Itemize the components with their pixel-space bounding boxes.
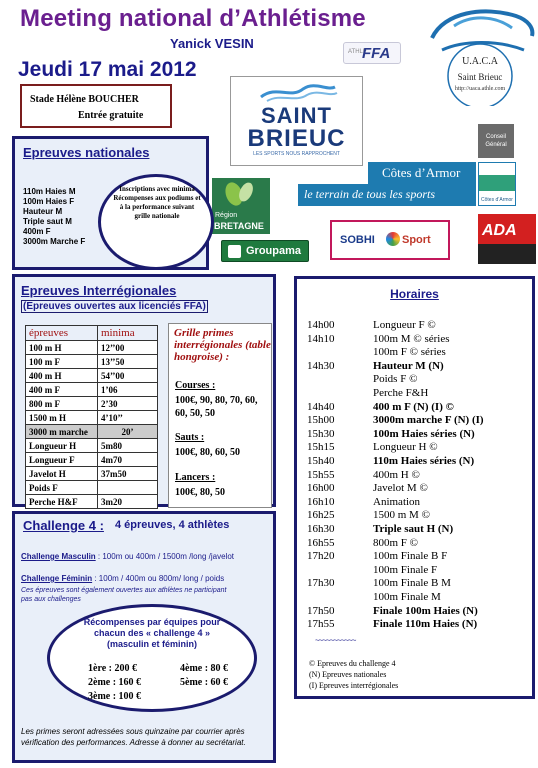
schedule-event: Finale 100m Haies (N) <box>373 604 478 617</box>
table-row: 1500 m H 4’10’’ <box>26 411 158 425</box>
schedule-event: 3000m marche F (N) (I) <box>373 414 484 427</box>
ada-car-icon <box>478 244 536 264</box>
saint-brieuc-tagline: LES SPORTS NOUS RAPPROCHENT <box>253 151 340 157</box>
cotes-darmor-emblem-text: Côtes d’Armor <box>481 197 513 203</box>
challenge-title: Challenge 4 : <box>23 518 104 533</box>
ffa-logo <box>343 42 401 64</box>
table-row: Longueur H 5m80 <box>26 439 158 453</box>
uaca-url: http://uaca.athle.com <box>454 86 506 92</box>
ada-logo <box>478 214 536 264</box>
page-title: Meeting national d’Athlétisme <box>20 5 366 32</box>
groupama-label: Groupama <box>246 245 302 257</box>
schedule-time: 15h00 <box>307 414 335 427</box>
nationales-title: Epreuves nationales <box>23 145 150 160</box>
region-label: Région <box>215 212 238 219</box>
sport-label: Sport <box>402 234 431 246</box>
venue-entry: Entrée gratuite <box>78 110 144 121</box>
ffa-logo-small-text: ATHLE <box>348 49 367 55</box>
bretagne-label: BRETAGNE <box>214 221 264 231</box>
reward-4: 4ème : 80 € <box>180 663 229 674</box>
schedule-event: 100m F © séries <box>373 346 446 359</box>
bretagne-leaf-icon <box>212 178 270 212</box>
table-row: Javelot H 37m50 <box>26 467 158 481</box>
reward-1: 1ère : 200 € <box>88 663 137 674</box>
schedule-time: 16h30 <box>307 523 335 535</box>
table-row: Perche H&F 3m20 <box>26 495 158 509</box>
waves-icon <box>231 79 362 105</box>
schedule-time: 14h30 <box>307 359 335 372</box>
interregionales-title: Epreuves Interrégionales <box>21 283 177 298</box>
schedule-time: 16h55 <box>307 536 335 549</box>
sobhi-label: SOBHI <box>340 234 375 246</box>
schedule-time: 14h00 <box>307 319 335 331</box>
schedule-event: Javelot M © <box>373 482 428 495</box>
uaca-city: Saint Brieuc <box>457 72 503 82</box>
venue-box <box>20 84 172 128</box>
ffa-logo-text: FFA <box>362 45 391 62</box>
uaca-name: U.A.C.A <box>462 56 498 67</box>
saint-brieuc-logo <box>230 76 363 166</box>
challenge-footer: Les primes seront adressées sous quinzaine par courrier après vérification des performances. Adresse à donner au secrétariat. <box>21 727 246 747</box>
schedule-event: Hauteur M (N) <box>373 359 444 372</box>
ada-label: ADA <box>482 222 517 239</box>
schedule-event: 100m M © séries <box>373 332 450 345</box>
column-header-epreuves: épreuves <box>26 326 98 341</box>
interregionales-panel <box>12 274 276 507</box>
challenge-note: Ces épreuves sont également ouvertes aux athlètes ne participant pas aux challenges <box>21 587 227 603</box>
list-item: 400m F <box>23 227 51 236</box>
schedule-time: 14h10 <box>307 332 335 345</box>
challenge-feminin: Challenge Féminin : 100m / 400m ou 800m/ long / poids <box>21 574 225 583</box>
sobhi-circle-icon <box>386 232 400 246</box>
reward-3: 3ème : 100 € <box>88 691 142 702</box>
schedule-time: 17h30 <box>307 577 335 590</box>
list-item: 100m Haies F <box>23 197 75 206</box>
legend-challenge: © Epreuves du challenge 4 <box>309 659 396 668</box>
courses-values: 100€, 90, 80, 70, 60, 60, 50, 50 <box>175 395 258 419</box>
schedule-event: Finale 110m Haies (N) <box>373 618 478 631</box>
cotes-darmor-slogan: le terrain de tous les sports <box>304 187 435 201</box>
courses-label: Courses : <box>175 380 216 391</box>
schedule-event: 100m Finale M <box>373 591 441 603</box>
prize-grid-title: Grille primes interrégionales (table hongroise) : <box>174 327 271 363</box>
schedule-event: 400m H © <box>373 468 420 481</box>
table-header-row <box>26 326 158 341</box>
schedule-time: 15h55 <box>307 468 335 481</box>
interregionales-subtitle: (Epreuves ouvertes aux licenciés FFA) <box>23 301 206 312</box>
cotes-darmor-logo <box>298 160 536 208</box>
schedule-event: 800m F © <box>373 536 419 549</box>
table-row: 400 m F 1’06 <box>26 383 158 397</box>
schedule-time: 17h55 <box>307 618 335 631</box>
saint-brieuc-word-1: SAINT <box>261 103 332 128</box>
table-row: 100 m H 12’’00 <box>26 341 158 355</box>
table-row: Longueur F 4m70 <box>26 453 158 467</box>
lancers-values: 100€, 80, 50 <box>175 487 225 498</box>
list-item: 110m Haies M <box>23 187 76 196</box>
nationales-event-list <box>23 187 85 247</box>
schedule-event: 100m Haies séries (N) <box>373 427 475 440</box>
list-item: 3000m Marche F <box>23 237 86 246</box>
challenge-masculin: Challenge Masculin : 100m ou 400m / 1500m /long /javelot <box>21 552 234 561</box>
minima-table <box>25 325 158 509</box>
rewards-oval <box>47 604 257 712</box>
saint-brieuc-word-2: BRIEUC <box>247 125 346 152</box>
nationales-info-oval <box>98 174 214 270</box>
schedule-time: 16h00 <box>307 482 335 495</box>
schedule-row <box>297 618 532 633</box>
cotes-darmor-title: Côtes d’Armor <box>382 165 461 180</box>
groupama-mark-icon <box>228 245 241 258</box>
schedule-time: 15h15 <box>307 441 335 454</box>
nationales-info-text: Inscriptions avec minima Récompenses aux podiums et à la performance suivant grille nationale <box>113 185 201 220</box>
challenge-panel <box>12 511 276 763</box>
schedule-event: Triple saut H (N) <box>373 523 454 535</box>
sauts-values: 100€, 80, 60, 50 <box>175 447 240 458</box>
event-date: Jeudi 17 mai 2012 <box>18 58 197 81</box>
cotes-darmor-emblem-icon <box>478 162 516 206</box>
schedule-event: 1500 m M © <box>373 509 430 522</box>
region-bretagne-logo <box>212 178 270 234</box>
list-item: Hauteur M <box>23 207 63 216</box>
conseil-general-logo: Conseil Général <box>478 124 514 158</box>
list-item: Triple saut M <box>23 217 72 226</box>
table-row: Poids F <box>26 481 158 495</box>
reward-2: 2ème : 160 € <box>88 677 142 688</box>
legend-nationales: (N) Epreuves nationales <box>309 670 387 679</box>
schedule-event: Perche F&H <box>373 387 429 399</box>
table-row: 400 m H 54’’00 <box>26 369 158 383</box>
venue-name: Stade Hélène BOUCHER <box>30 94 139 105</box>
schedule-time: 14h40 <box>307 400 335 413</box>
uaca-logo <box>424 6 536 106</box>
prize-grid-box <box>168 323 272 508</box>
schedule-event: Longueur F © <box>373 319 436 331</box>
table-row: 800 m F 2’30 <box>26 397 158 411</box>
challenge-subtitle: 4 épreuves, 4 athlètes <box>115 519 230 531</box>
schedule-time: 17h20 <box>307 550 335 563</box>
schedule-event: Poids F © <box>373 373 418 386</box>
schedule-event: Longueur H © <box>373 441 438 454</box>
reward-5: 5ème : 60 € <box>180 677 229 688</box>
legend-interregionales: (I) Epreuves interrégionales <box>309 681 399 690</box>
schedule-event: Animation <box>373 495 421 508</box>
schedule-time: 15h40 <box>307 455 335 467</box>
schedule-event: 110m Haies séries (N) <box>373 455 475 467</box>
schedule-event: 100m Finale B M <box>373 577 451 590</box>
organizer-name: Yanick VESIN <box>170 36 254 51</box>
schedule-time: 17h50 <box>307 604 335 617</box>
table-row: 3000 m marche 20’ <box>26 425 158 439</box>
sobhi-sport-logo <box>330 220 450 260</box>
lancers-label: Lancers : <box>175 472 216 483</box>
schedule-separator: ~~~~~~~~~~~ <box>315 636 356 645</box>
groupama-logo <box>221 240 309 262</box>
schedule-title: Horaires <box>390 287 439 301</box>
sauts-label: Sauts : <box>175 432 205 443</box>
schedule-event: 100m Finale F <box>373 563 438 576</box>
schedule-time: 15h30 <box>307 427 335 440</box>
schedule-time: 16h10 <box>307 495 335 508</box>
schedule-panel <box>294 276 535 699</box>
schedule-time: 16h25 <box>307 509 335 522</box>
rewards-title: Récompenses par équipes pour chacun des « challenge 4 » (masculin et féminin) <box>83 617 221 649</box>
schedule-event: 100m Finale B F <box>373 550 448 563</box>
table-row: 100 m F 13’’50 <box>26 355 158 369</box>
column-header-minima: minima <box>98 326 158 341</box>
schedule-event: 400 m F (N) (I) © <box>373 400 454 413</box>
